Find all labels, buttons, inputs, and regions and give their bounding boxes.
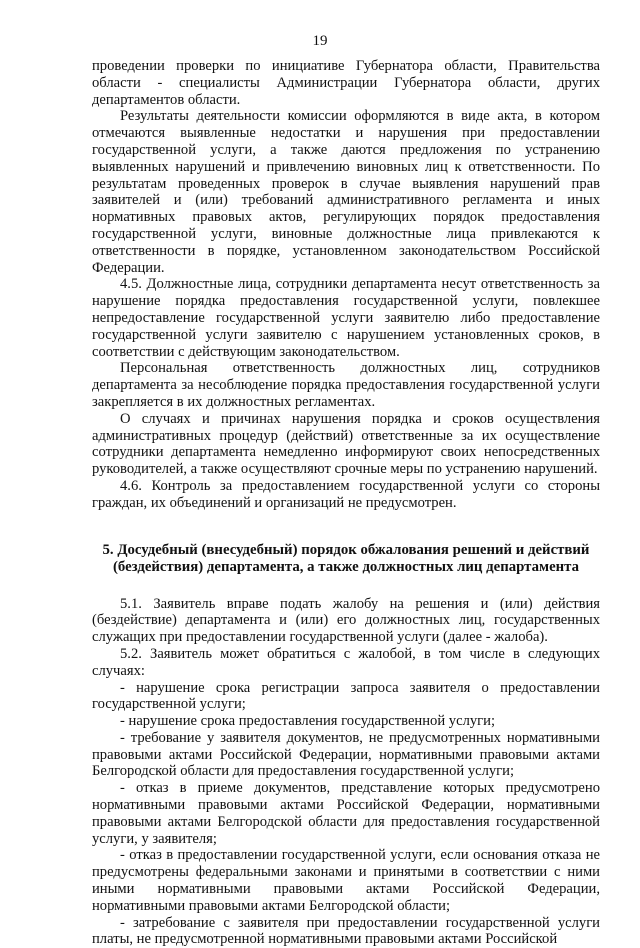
section-5-heading: 5. Досудебный (внесудебный) порядок обжалования решений и действий (бездействия) департамента, а также должностных лиц департамента bbox=[102, 541, 590, 575]
list-item-fee-demand: - затребование с заявителя при предоставлении государственной услуги платы, не предусмотренной нормативными правовыми актами Российской bbox=[92, 914, 600, 948]
list-item-document-requirement: - требование у заявителя документов, не предусмотренных нормативными правовыми актами Российской Федерации, нормативными правовыми актами Белгородской области для предоставления государственной услуги; bbox=[92, 729, 600, 780]
paragraph-4-6: 4.6. Контроль за предоставлением государственной услуги со стороны граждан, их объединений и организаций не предусмотрен. bbox=[92, 477, 600, 511]
paragraph-4-5: 4.5. Должностные лица, сотрудники департамента несут ответственность за нарушение порядка предоставления государственной услуги, повлекшее непредоставление государственной услуги заявителю либо предоставление государственной услуги заявителю с нарушением установленных сроков, в соответствии с действующим законодательством. bbox=[92, 276, 600, 360]
page-number: 19 bbox=[312, 33, 328, 49]
list-item-service-refusal: - отказ в предоставлении государственной услуги, если основания отказа не предусмотрены федеральными законами и принятыми в соответствии с ними иными нормативными правовыми актами Российской Федерации, нормативными правовыми актами Белгородской области; bbox=[92, 847, 600, 914]
list-item-service-deadline: - нарушение срока предоставления государственной услуги; bbox=[120, 713, 496, 730]
paragraph-personal-responsibility: Персональная ответственность должностных лиц, сотрудников департамента за несоблюдение порядка предоставления государственной услуги закрепляется в их должностных регламентах. bbox=[92, 360, 600, 410]
list-item-registration-deadline: - нарушение срока регистрации запроса заявителя о предоставлении государственной услуги; bbox=[92, 679, 600, 713]
paragraph-5-1: 5.1. Заявитель вправе подать жалобу на решения и (или) действия (бездействие) департамента и (или) его должностных лиц, государственных служащих при предоставлении государственной услуги (далее - жалоба). bbox=[92, 595, 600, 646]
paragraph-commission-results: Результаты деятельности комиссии оформляются в виде акта, в котором отмечаются выявленные недостатки и нарушения при предоставлении государственной услуги, а также даются предложения по устранению выявленных нарушений и привлечению виновных лиц к ответственности. По результатам проведенных проверок в случае выявления нарушений прав заявителей и (или) требований административного регламента и иных нормативных правовых актов, регулирующих порядок предоставления государственной услуги, виновные должностные лица привлекаются к ответственности в порядке, установленном законодательством Российской Федерации. bbox=[92, 108, 600, 276]
list-item-document-refusal: - отказ в приеме документов, представление которых предусмотрено нормативными правовыми актами Российской Федерации, нормативными правовыми актами Белгородской области для предоставления государственной услуги, у заявителя; bbox=[92, 780, 600, 847]
paragraph-violations-reporting: О случаях и причинах нарушения порядка и сроков осуществления административных процедур (действий) ответственные за их осуществление сотрудники департамента немедленно информируют своих непосредственных руководителей, а также осуществляют срочные меры по устранению нарушений. bbox=[92, 410, 600, 478]
document-body bbox=[92, 58, 600, 948]
paragraph-continuation: проведении проверки по инициативе Губернатора области, Правительства области - специалисты Администрации Губернатора области, других департаментов области. bbox=[92, 58, 600, 108]
paragraph-5-2: 5.2. Заявитель может обратиться с жалобой, в том числе в следующих случаях: bbox=[92, 645, 600, 679]
